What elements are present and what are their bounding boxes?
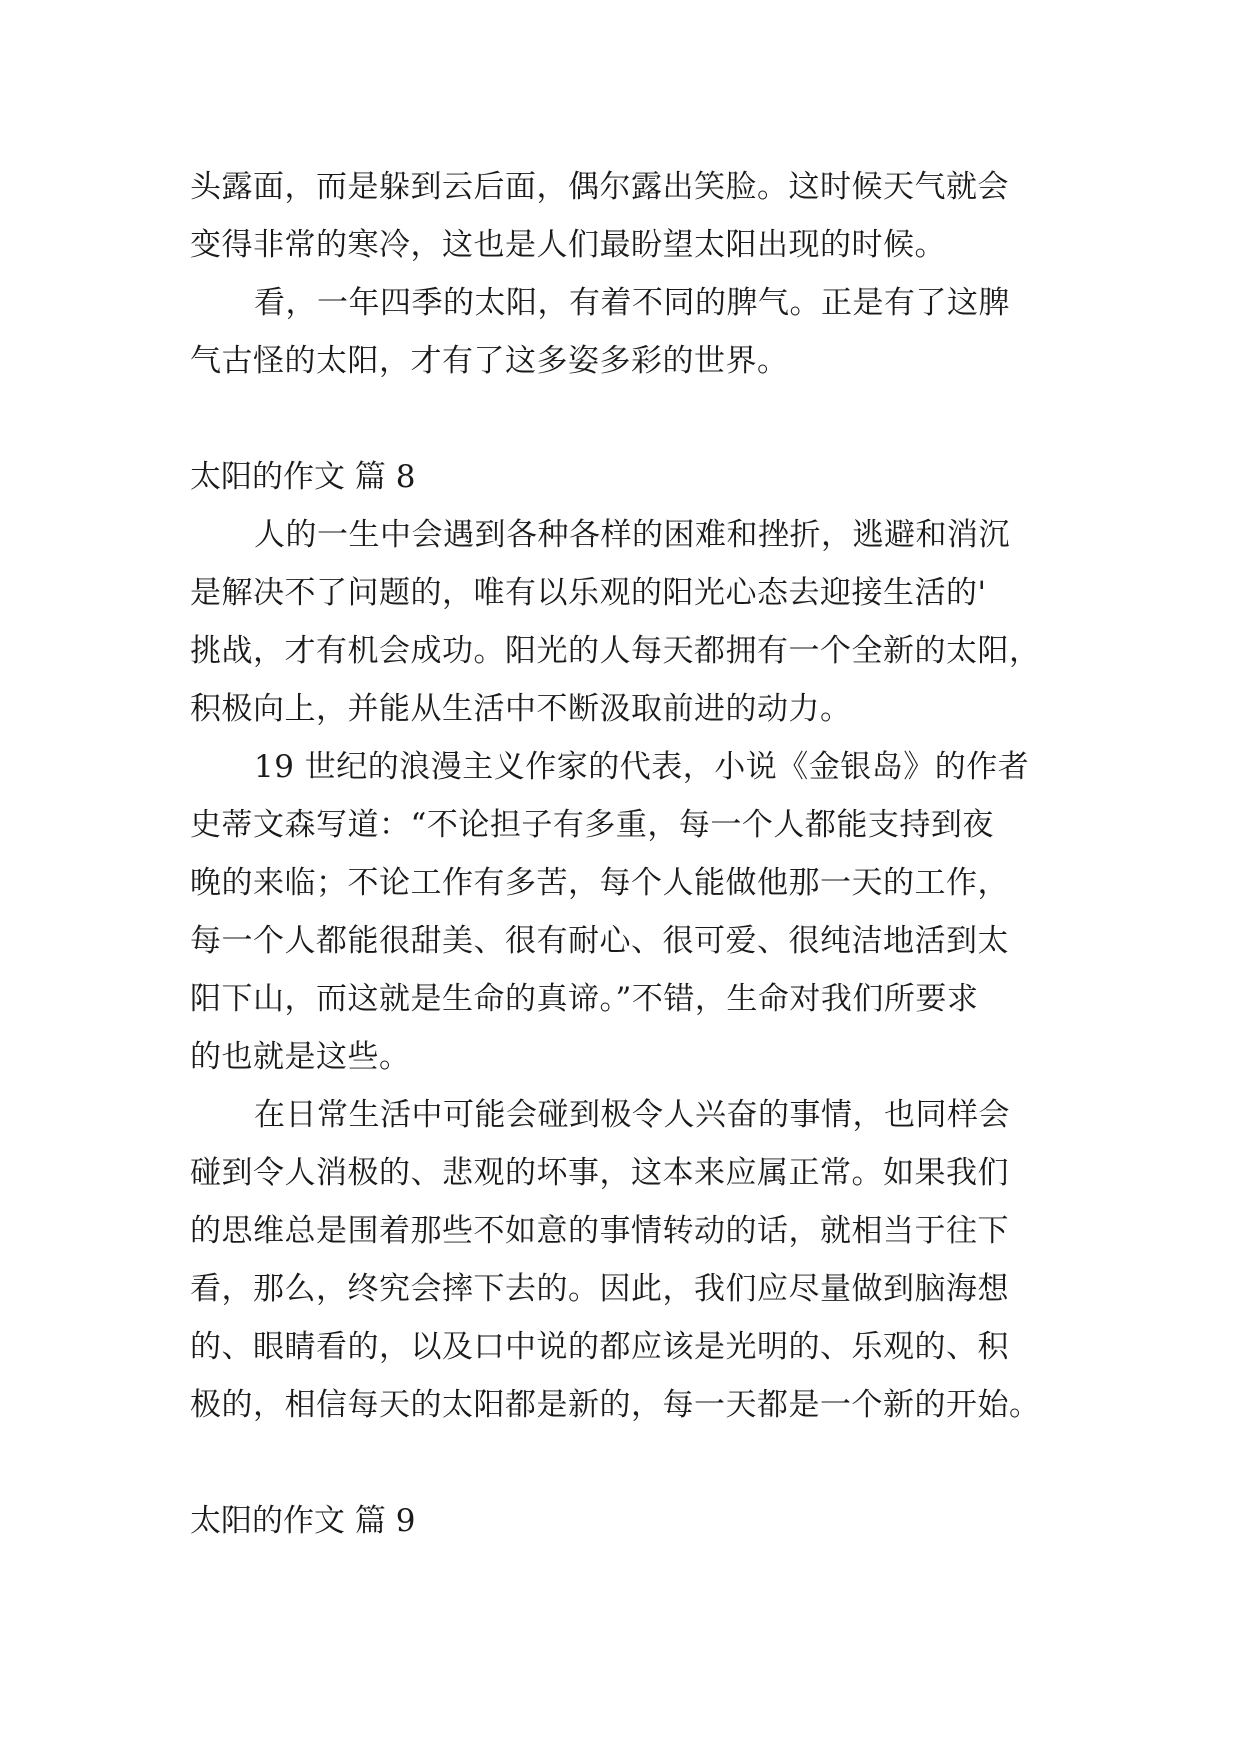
text-line: 晚的来临；不论工作有多苦，每个人能做他那一天的工作， xyxy=(190,865,1009,901)
text-line: 看，那么，终究会摔下去的。因此，我们应尽量做到脑海想 xyxy=(190,1271,1009,1307)
text-line: 看，一年四季的太阳，有着不同的脾气。正是有了这脾 xyxy=(254,285,1010,321)
section-9 xyxy=(190,1492,1060,1550)
text-line: 的、眼睛看的，以及口中说的都应该是光明的、乐观的、积 xyxy=(190,1329,1009,1365)
section-title: 太阳的作文 篇 9 xyxy=(190,1503,416,1539)
text-line: 碰到令人消极的、悲观的坏事，这本来应属正常。如果我们 xyxy=(190,1155,1009,1191)
text-line: 气古怪的太阳，才有了这多姿多彩的世界。 xyxy=(190,343,789,379)
text-line: 极的，相信每天的太阳都是新的，每一天都是一个新的开始。 xyxy=(190,1387,1041,1423)
text-line: 积极向上，并能从生活中不断汲取前进的动力。 xyxy=(190,691,852,727)
text-line: 19 世纪的浪漫主义作家的代表，小说《金银岛》的作者 xyxy=(254,749,1030,785)
section-title: 太阳的作文 篇 8 xyxy=(190,459,416,495)
text-line: 在日常生活中可能会碰到极令人兴奋的事情，也同样会 xyxy=(254,1097,1010,1133)
text-line: 每一个人都能很甜美、很有耐心、很可爱、很纯洁地活到太 xyxy=(190,923,1009,959)
intro-paragraph xyxy=(190,158,1060,274)
section-spacer xyxy=(190,1434,1060,1492)
text-line: 人的一生中会遇到各种各样的困难和挫折，逃避和消沉 xyxy=(254,517,1010,553)
text-line: 的也就是这些。 xyxy=(190,1039,411,1075)
section-spacer xyxy=(190,390,1060,448)
text-line: 史蒂文森写道：“不论担子有多重，每一个人都能支持到夜 xyxy=(190,807,994,843)
text-line: 是解决不了问题的，唯有以乐观的阳光心态去迎接生活的' xyxy=(190,575,987,611)
closing-paragraph xyxy=(190,274,1060,390)
text-line: 头露面，而是躲到云后面，偶尔露出笑脸。这时候天气就会 xyxy=(190,169,1009,205)
text-line: 阳下山，而这就是生命的真谛。”不错，生命对我们所要求 xyxy=(190,981,979,1017)
document-body xyxy=(190,158,1060,1550)
text-line: 变得非常的寒冷，这也是人们最盼望太阳出现的时候。 xyxy=(190,227,946,263)
paragraph xyxy=(190,738,1060,1086)
text-line: 挑战，才有机会成功。阳光的人每天都拥有一个全新的太阳， xyxy=(190,633,1041,669)
paragraph xyxy=(190,506,1060,738)
paragraph xyxy=(190,1086,1060,1434)
text-line: 的思维总是围着那些不如意的事情转动的话，就相当于往下 xyxy=(190,1213,1009,1249)
section-8 xyxy=(190,448,1060,1434)
